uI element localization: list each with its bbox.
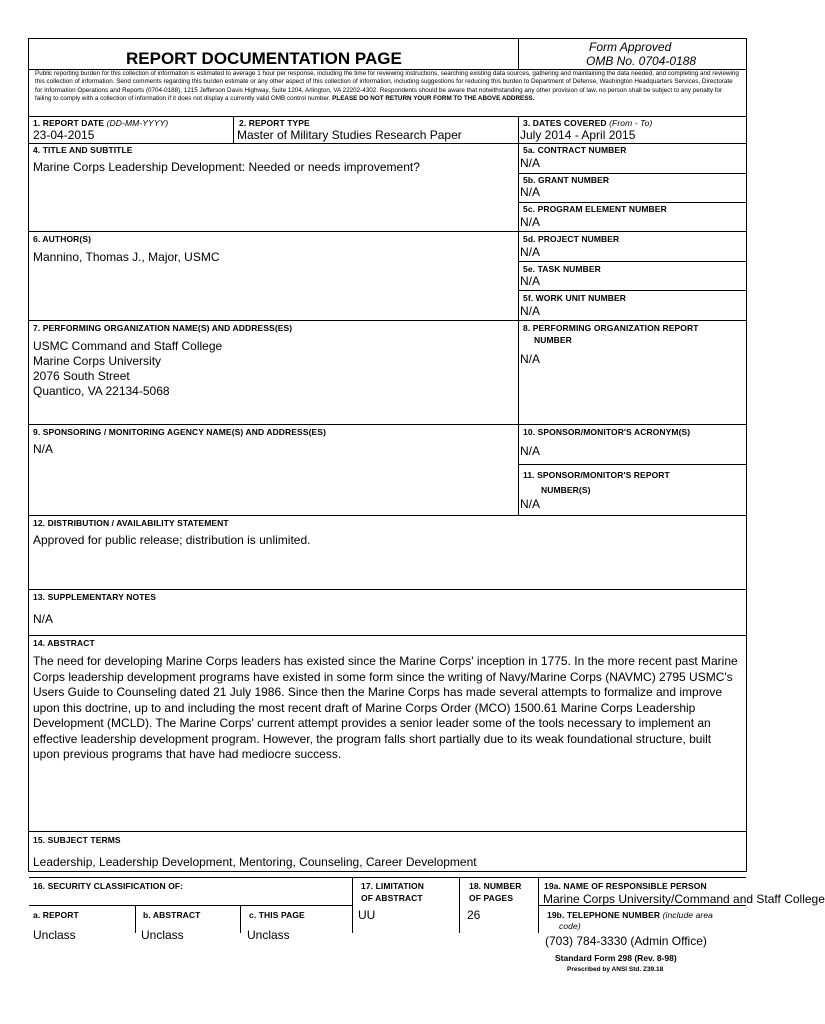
authors-label: 6. AUTHOR(S) <box>33 234 92 244</box>
title-subtitle-value: Marine Corps Leadership Development: Needed or needs improvement? <box>33 160 420 174</box>
divider <box>29 116 746 117</box>
page-count-value: 26 <box>467 908 481 922</box>
telephone-value: (703) 784-3330 (Admin Office) <box>545 934 707 948</box>
program-element-label: 5c. PROGRAM ELEMENT NUMBER <box>523 204 667 214</box>
telephone-label-2: code) <box>559 921 581 931</box>
abstract-label: 14. ABSTRACT <box>33 638 95 648</box>
divider <box>518 39 519 69</box>
sponsor-report-label-2: NUMBER(S) <box>541 485 591 495</box>
contract-number-label: 5a. CONTRACT NUMBER <box>523 145 627 155</box>
sponsor-report-value: N/A <box>520 497 541 511</box>
divider <box>518 173 746 174</box>
sponsoring-agency-value: N/A <box>33 442 54 456</box>
sponsor-acronym-label: 10. SPONSOR/MONITOR'S ACRONYM(S) <box>523 427 691 437</box>
divider <box>135 905 136 933</box>
this-page-class-label: c. THIS PAGE <box>249 910 305 920</box>
limitation-label: 17. LIMITATION <box>361 881 424 891</box>
distribution-label: 12. DISTRIBUTION / AVAILABILITY STATEMENT <box>33 518 229 528</box>
report-type-label: 2. REPORT TYPE <box>239 118 310 128</box>
form-approved-label: Form Approved <box>589 40 672 54</box>
divider <box>29 635 746 636</box>
telephone-label: 19b. TELEPHONE NUMBER (include area <box>547 910 714 920</box>
page-count-label: 18. NUMBER <box>469 881 522 891</box>
project-number-label: 5d. PROJECT NUMBER <box>523 234 620 244</box>
sponsor-acronym-value: N/A <box>520 444 541 458</box>
responsible-person-label: 19a. NAME OF RESPONSIBLE PERSON <box>544 881 707 891</box>
divider <box>29 515 746 516</box>
abstract-class-label: b. ABSTRACT <box>143 910 201 920</box>
divider <box>518 290 746 291</box>
contract-number-value: N/A <box>520 156 541 170</box>
subject-terms-value: Leadership, Leadership Development, Mentoring, Counseling, Career Development <box>33 855 477 869</box>
program-element-value: N/A <box>520 215 541 229</box>
supplementary-notes-value: N/A <box>33 612 54 626</box>
divider <box>29 320 746 321</box>
sponsor-report-label: 11. SPONSOR/MONITOR'S REPORT <box>523 470 670 480</box>
task-number-label: 5e. TASK NUMBER <box>523 264 601 274</box>
performing-org-line: USMC Command and Staff College <box>33 339 223 353</box>
standard-form-label: Standard Form 298 (Rev. 8-98) <box>555 953 677 963</box>
dates-covered-label: 3. DATES COVERED (From - To) <box>523 118 653 128</box>
page-count-label-2: OF PAGES <box>469 893 514 903</box>
divider <box>29 424 746 425</box>
divider <box>29 231 746 232</box>
subject-terms-label: 15. SUBJECT TERMS <box>33 835 121 845</box>
divider <box>538 877 539 933</box>
performing-org-line: 2076 South Street <box>33 369 130 383</box>
work-unit-label: 5f. WORK UNIT NUMBER <box>523 293 627 303</box>
report-class-value: Unclass <box>33 928 76 942</box>
authors-value: Mannino, Thomas J., Major, USMC <box>33 250 220 264</box>
project-number-value: N/A <box>520 245 541 259</box>
divider <box>518 116 519 515</box>
divider <box>29 831 746 832</box>
omb-number: OMB No. 0704-0188 <box>586 54 697 68</box>
divider <box>233 116 234 143</box>
report-date-label: 1. REPORT DATE (DD-MM-YYYY) <box>33 118 169 128</box>
supplementary-notes-label: 13. SUPPLEMENTARY NOTES <box>33 592 157 602</box>
responsible-person-value: Marine Corps University/Command and Staff College <box>543 892 825 906</box>
divider <box>29 905 352 906</box>
title-subtitle-label: 4. TITLE AND SUBTITLE <box>33 145 133 155</box>
report-documentation-form <box>28 38 825 948</box>
divider <box>29 877 746 878</box>
performing-report-label: 8. PERFORMING ORGANIZATION REPORT <box>523 323 699 333</box>
divider <box>518 202 746 203</box>
abstract-text: The need for developing Marine Corps leaders has existed since the Marine Corps' inception in 1775. In the more recent past Marine Corps leadership development programs have existed in some form since the writing of Navy/Marine Corps (NAVMC) 2795 USMC's Users Guide to Counseling dated 21 July 1986. Since then the Marine Corps has made several attempts to formalize and improve upon this doctrine, up to and including the most recent draft of Marine Corps Order (MCO) 1500.61 Marine Corps Leadership Development (MCLD). The Marine Corps' current attempt provides a senior leader some of the tools necessary to implement an effective leadership development program. However, the program falls short partially due to its weak foundational structure, built upon previous programs that have had mediocre success. <box>33 654 738 761</box>
work-unit-value: N/A <box>520 304 541 318</box>
abstract-class-value: Unclass <box>141 928 184 942</box>
performing-org-label: 7. PERFORMING ORGANIZATION NAME(S) AND ADDRESS(ES) <box>33 323 293 333</box>
sponsoring-agency-label: 9. SPONSORING / MONITORING AGENCY NAME(S) AND ADDRESS(ES) <box>33 427 326 437</box>
divider <box>352 877 353 933</box>
performing-report-value: N/A <box>520 352 541 366</box>
this-page-class-value: Unclass <box>247 928 290 942</box>
grant-number-value: N/A <box>520 185 541 199</box>
report-type-value: Master of Military Studies Research Paper <box>237 128 462 142</box>
performing-org-line: Quantico, VA 22134-5068 <box>33 384 170 398</box>
report-date-value: 23-04-2015 <box>33 128 95 142</box>
security-classification-label: 16. SECURITY CLASSIFICATION OF: <box>33 881 184 891</box>
prescribed-label: Prescribed by ANSI Std. Z39.18 <box>567 966 664 973</box>
distribution-value: Approved for public release; distribution is unlimited. <box>33 533 311 547</box>
divider <box>518 261 746 262</box>
performing-org-line: Marine Corps University <box>33 354 162 368</box>
divider <box>29 589 746 590</box>
divider <box>29 143 746 144</box>
limitation-label-2: OF ABSTRACT <box>361 893 423 903</box>
burden-statement: Public reporting burden for this collection of information is estimated to average 1 hour per response, including the time for reviewing instructions, searching existing data sources, gathering and maintaining the data needed, and completing and reviewing this collection of information. Send comments regarding this burden estimate or any other aspect of this collection of information, including suggestions for reducing this burden to Department of Defense, Washington Headquarters Services, Directorate for Information Operations and Reports (0704-0188), 1215 Jefferson Davis Highway, Suite 1204, Arlington, VA 22202-4302. Respondents should be aware that notwithstanding any other provision of law, no person shall be subject to any penalty for failing to comply with a collection of information if it does not display a currently valid OMB control number. PLEASE DO NOT RETURN YOUR FORM TO THE ABOVE ADDRESS. <box>35 70 739 102</box>
divider <box>459 877 460 933</box>
task-number-value: N/A <box>520 274 541 288</box>
limitation-value: UU <box>358 908 376 922</box>
dates-covered-value: July 2014 - April 2015 <box>520 128 636 142</box>
divider <box>240 905 241 933</box>
performing-report-label-2: NUMBER <box>534 335 572 345</box>
page-title: REPORT DOCUMENTATION PAGE <box>126 49 402 68</box>
report-class-label: a. REPORT <box>33 910 79 920</box>
grant-number-label: 5b. GRANT NUMBER <box>523 175 610 185</box>
divider <box>518 464 746 465</box>
